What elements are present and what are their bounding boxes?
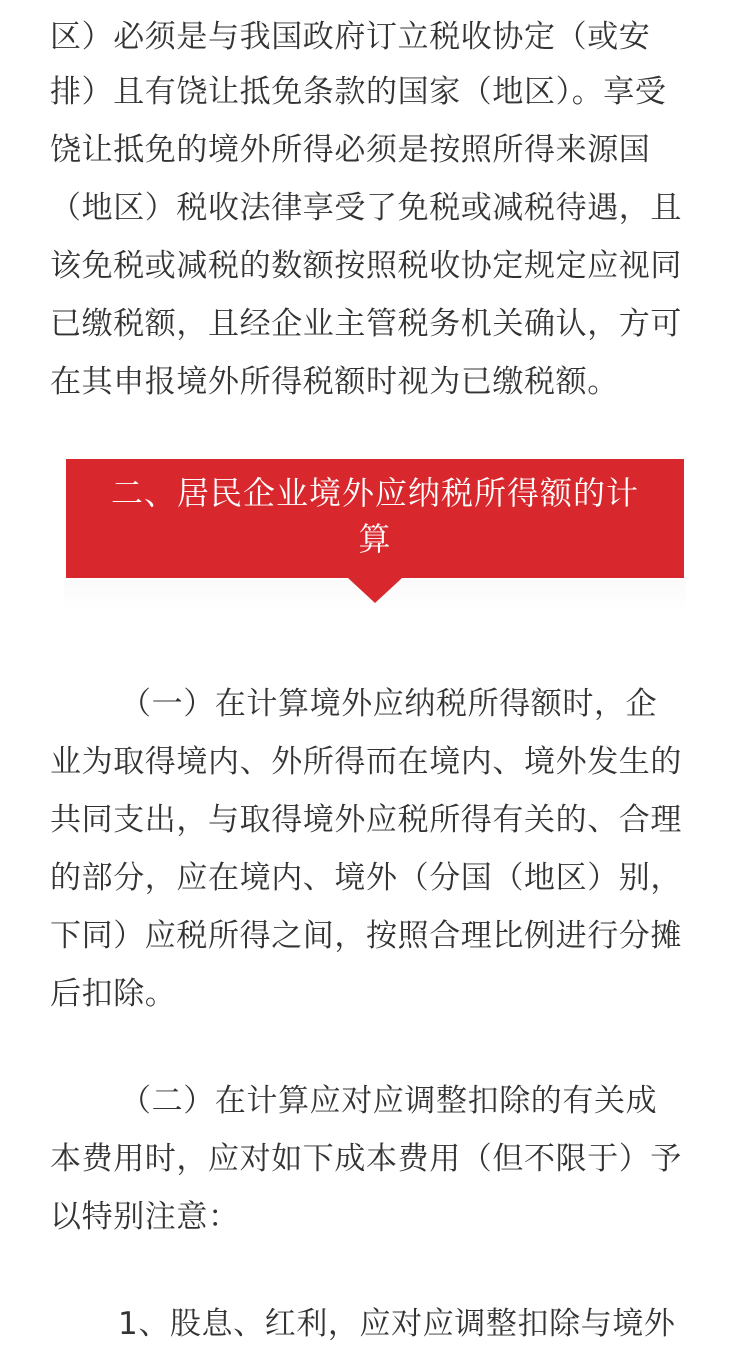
paragraph-line: 共同支出，与取得境外应税所得有关的、合理 [50, 802, 682, 838]
paragraph-line: 饶让抵免的境外所得必须是按照所得来源国 [50, 132, 651, 168]
paragraph-line: 后扣除。 [50, 976, 177, 1012]
paragraph-line: 的部分，应在境内、境外（分国（地区）别， [50, 860, 682, 896]
list-item: 1、股息、红利，应对应调整扣除与境外 [118, 1306, 676, 1342]
paragraph-line: 本费用时，应对如下成本费用（但不限于）予 [50, 1141, 682, 1177]
paragraph-line: 区）必须是与我国政府订立税收协定（或安 [50, 19, 651, 55]
section-heading-banner [66, 459, 684, 578]
paragraph-line: （一）在计算境外应纳税所得额时，企 [120, 686, 658, 722]
paragraph-line: 业为取得境内、外所得而在境内、境外发生的 [50, 744, 682, 780]
paragraph-line: 该免税或减税的数额按照税收协定规定应视同 [50, 248, 682, 284]
paragraph-line: 下同）应税所得之间，按照合理比例进行分摊 [50, 918, 682, 954]
section-banner-arrow [348, 578, 402, 603]
paragraph-line: （二）在计算应对应调整扣除的有关成 [120, 1083, 658, 1119]
paragraph-line: 已缴税额，且经企业主管税务机关确认，方可 [50, 306, 682, 342]
section-heading-line: 二、居民企业境外应纳税所得额的计 [110, 474, 639, 512]
paragraph-line: （地区）税收法律享受了免税或减税待遇，且 [50, 190, 682, 226]
section-heading-line: 算 [358, 520, 392, 558]
paragraph-line: 以特别注意： [50, 1199, 240, 1235]
paragraph-line: 排）且有饶让抵免条款的国家（地区）。享受 [50, 74, 667, 110]
paragraph-line: 在其申报境外所得税额时视为已缴税额。 [50, 364, 619, 400]
